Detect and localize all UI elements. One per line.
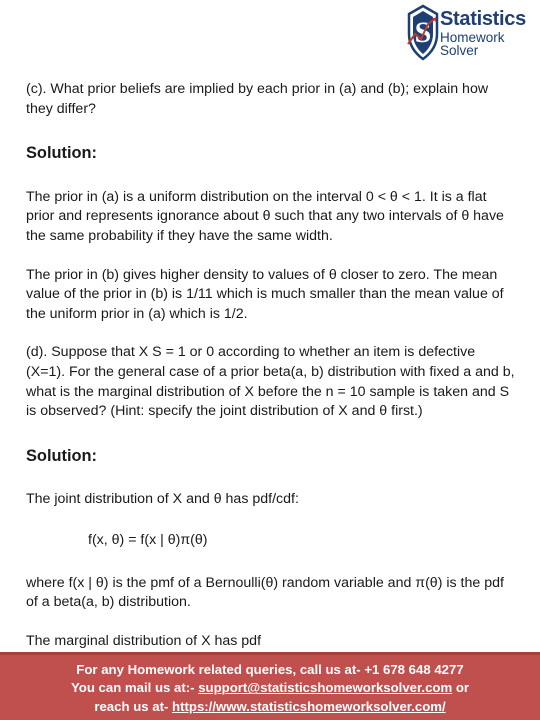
footer-email-line [0, 679, 540, 697]
solution-heading: Solution: [26, 144, 98, 163]
solution-heading: Solution: [26, 446, 98, 465]
brand-logo [406, 2, 534, 64]
support-email-link[interactable]: support@statisticshomeworksolver.com [198, 680, 453, 696]
logo-title: Statistics [440, 7, 526, 30]
solution-paragraph: The marginal distribution of X has pdf [26, 632, 262, 649]
footer-phone-line: For any Homework related queries, call us at- +1 678 648 4277 [76, 662, 464, 677]
question-d: (d). Suppose that X S = 1 or 0 according to whether an item is defective (X=1). For the general case of a prior beta(a, b) distribution with fixed a and b, what is the marginal distribution of X before the n = 10 sample is taken and S is observed? (Hint: specify the joint distribution of X and θ first.) [26, 344, 515, 420]
footer-email-suffix: or [452, 680, 470, 696]
logo-emblem-icon [406, 4, 440, 62]
website-link[interactable]: https://www.statisticshomeworksolver.com/ [172, 698, 446, 714]
solution-paragraph: where f(x | θ) is the pmf of a Bernoulli(θ) random variable and π(θ) is the pdf of a beta(a, b) distribution. [26, 574, 504, 611]
footer-email-prefix: You can mail us at:- [70, 680, 199, 696]
formula: f(x, θ) = f(x | θ)π(θ) [88, 531, 208, 548]
solution-paragraph: The joint distribution of X and θ has pdf/cdf: [26, 491, 299, 508]
solution-paragraph: The prior in (b) gives higher density to values of θ closer to zero. The mean value of the prior in (b) is 1/11 which is much smaller than the mean value of the uniform prior in (a) which is 1/2. [26, 266, 504, 322]
contact-footer [0, 652, 540, 720]
question-c: (c). What prior beliefs are implied by each prior in (a) and (b); explain how they differ? [26, 81, 489, 117]
logo-subtitle: Homework Solver [440, 29, 505, 58]
svg-text:S: S [414, 16, 432, 49]
footer-web-line [0, 698, 540, 716]
footer-web-prefix: reach us at- [94, 698, 173, 714]
solution-paragraph: The prior in (a) is a uniform distribution on the interval 0 < θ < 1. It is a flat prior and represents ignorance about θ such that any two intervals of θ have the same probability if they have the same width. [26, 188, 504, 244]
document-body [26, 80, 518, 651]
